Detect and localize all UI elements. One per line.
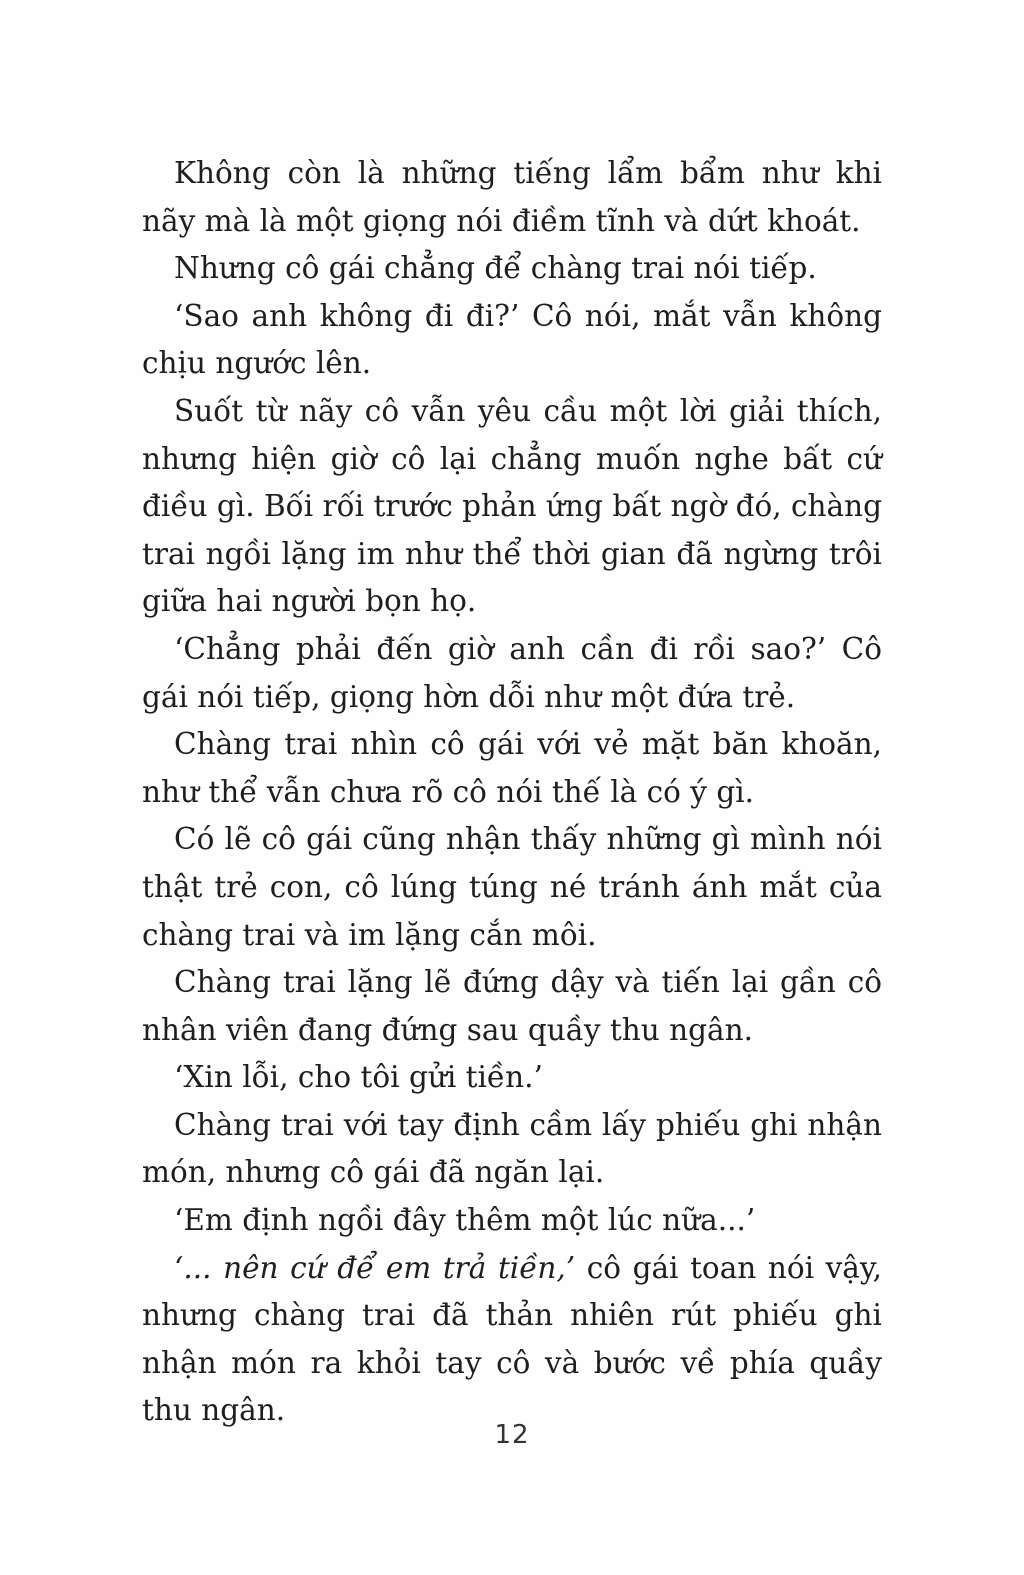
paragraph: Không còn là những tiếng lẩm bẩm như khi nãy mà là một giọng nói điềm tĩnh và dứt khoát. [142, 156, 882, 238]
paragraph: Có lẽ cô gái cũng nhận thấy những gì mình nói thật trẻ con, cô lúng túng né tránh ánh mắt của chàng trai và im lặng cắn môi. [142, 822, 882, 952]
paragraph: Suốt từ nãy cô vẫn yêu cầu một lời giải thích, nhưng hiện giờ cô lại chẳng muốn nghe bất cứ điều gì. Bối rối trước phản ứng bất ngờ đó, chàng trai ngồi lặng im như thể thời gian đã ngừng trôi giữa hai người bọn họ. [142, 393, 882, 619]
paragraph: ‘Sao anh không đi đi?’ Cô nói, mắt vẫn không chịu ngước lên. [142, 298, 882, 381]
paragraph: ‘Chẳng phải đến giờ anh cần đi rồi sao?’ Cô gái nói tiếp, giọng hờn dỗi như một đứa trẻ. [142, 631, 882, 714]
paragraph: ‘Em định ngồi đây thêm một lúc nữa...’ [174, 1203, 756, 1238]
paragraph: ‘Xin lỗi, cho tôi gửi tiền.’ [174, 1060, 543, 1095]
paragraph: Chàng trai với tay định cầm lấy phiếu ghi nhận món, nhưng cô gái đã ngăn lại. [142, 1107, 882, 1190]
paragraph: Nhưng cô gái chẳng để chàng trai nói tiếp. [174, 251, 817, 286]
paragraph: ‘... nên cứ để em trả tiền,’ cô gái toan nói vậy, nhưng chàng trai đã thản nhiên rút phiếu ghi nhận món ra khỏi tay cô và bước về phía quầy thu ngân. [142, 1250, 883, 1428]
paragraph: Chàng trai lặng lẽ đứng dậy và tiến lại gần cô nhân viên đang đứng sau quầy thu ngân. [142, 965, 882, 1047]
paragraph: Chàng trai nhìn cô gái với vẻ mặt băn khoăn, như thể vẫn chưa rõ cô nói thế là có ý gì. [142, 727, 882, 809]
page-number: 12 [494, 1420, 530, 1450]
italic-dialogue: ‘... nên cứ để em trả tiền,’ [174, 1250, 576, 1285]
body-text [142, 150, 882, 1435]
